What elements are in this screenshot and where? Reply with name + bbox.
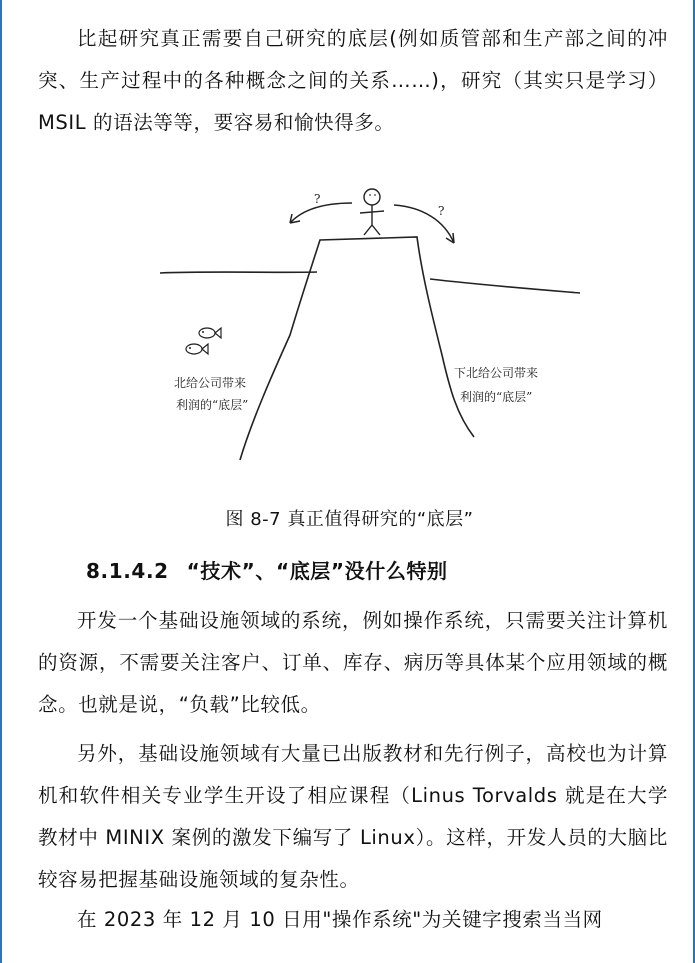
ground-line-left [160,272,317,273]
figure-caption: 图 8-7 真正值得研究的“底层” [225,509,474,530]
cliff-outline [240,237,474,460]
paragraph-infrastructure: 开发一个基础设施领域的系统，例如操作系统，只需要关注计算机的资源，不需要关注客户、订单、库存、病历等具体某个应用领域的概念。也就是说，“负载”比较低。 [38,609,668,716]
stick-figure [360,189,384,235]
paragraph-search: 在 2023 年 12 月 10 日用"操作系统"为关键字搜索当当网 [77,908,603,931]
question-left: ? [314,192,321,206]
section-heading [86,553,448,589]
ground-line-right [430,279,580,293]
arrow-left [290,203,352,223]
note-right-line1: 下北给公司带来 [454,366,539,380]
section-number: 8.1.4.2 [86,559,169,583]
note-left-line2: 利润的“底层” [176,398,249,412]
note-right-line2: 利润的“底层” [460,390,533,404]
fish-icon [186,328,221,354]
note-left-line1: 北给公司带来 [174,376,247,390]
question-right: ? [438,204,445,218]
figure-sketch [152,175,582,495]
paragraph-intro: 比起研究真正需要自己研究的底层(例如质管部和生产部之间的冲突、生产过程中的各种概念之间的关系……)，研究（其实只是学习）MSIL 的语法等等，要容易和愉快得多。 [38,27,668,134]
paragraph-textbooks: 另外，基础设施领域有大量已出版教材和先行例子，高校也为计算机和软件相关专业学生开设了相应课程（Linus Torvalds 就是在大学教材中 MINIX 案例的激发下编写了 Linux）。这样，开发人员的大脑比较容易把握基础设施领域的复杂性。 [38,742,668,891]
section-title: “技术”、“底层”没什么特别 [186,559,448,583]
